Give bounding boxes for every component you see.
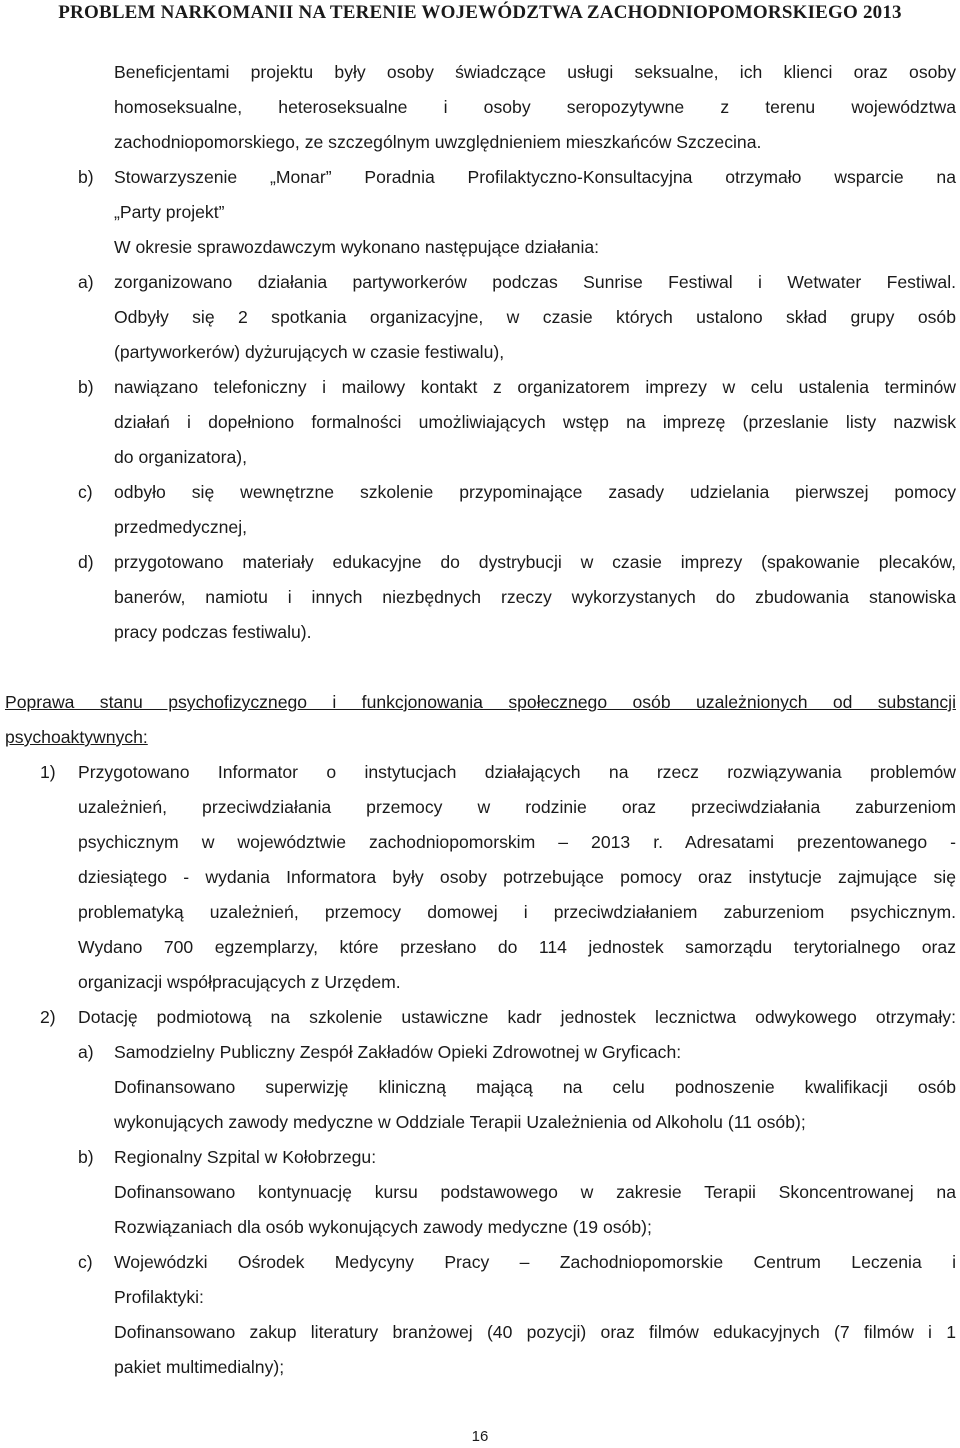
section-heading: psychoaktywnych: <box>5 727 148 747</box>
list-label: b) <box>78 1147 94 1167</box>
text-line: nawiązano telefoniczny i mailowy kontakt z organizatorem imprezy w celu ustalenia terminów <box>114 377 956 397</box>
text-line: dziesiątego - wydania Informatora były osoby potrzebujące pomocy oraz instytucje zajmujące się <box>78 867 956 887</box>
text-line: „Party projekt” <box>114 202 225 222</box>
text-line: problematyką uzależnień, przemocy domowej i przeciwdziałaniem zaburzeniom psychicznym. <box>78 902 956 922</box>
text-line: Dofinansowano zakup literatury branżowej (40 pozycji) oraz filmów edukacyjnych (7 filmów i 1 <box>114 1322 956 1342</box>
text-line: Przygotowano Informator o instytucjach działających na rzecz rozwiązywania problemów <box>78 762 956 782</box>
text-line: zorganizowano działania partyworkerów podczas Sunrise Festiwal i Wetwater Festiwal. <box>114 272 956 292</box>
text-line: Beneficjentami projektu były osoby świadczące usługi seksualne, ich klienci oraz osoby <box>114 62 956 82</box>
text-line: Dofinansowano kontynuację kursu podstawowego w zakresie Terapii Skoncentrowanej na <box>114 1182 956 1202</box>
text-line: Dotację podmiotową na szkolenie ustawiczne kadr jednostek lecznictwa odwykowego otrzymały: <box>78 1007 956 1027</box>
list-label: a) <box>78 272 94 292</box>
text-line: pakiet multimedialny); <box>114 1357 285 1377</box>
text-line: banerów, namiotu i innych niezbędnych rzeczy wykorzystanych do zbudowania stanowiska <box>114 587 956 607</box>
list-label: b) <box>78 377 94 397</box>
text-line: Profilaktyki: <box>114 1287 204 1307</box>
text-line: Wojewódzki Ośrodek Medycyny Pracy – Zachodniopomorskie Centrum Leczenia i <box>114 1252 956 1272</box>
text-line: odbyło się wewnętrzne szkolenie przypominające zasady udzielania pierwszej pomocy <box>114 482 956 502</box>
text-line: Rozwiązaniach dla osób wykonujących zawody medyczne (19 osób); <box>114 1217 652 1237</box>
text-line: Stowarzyszenie „Monar” Poradnia Profilaktyczno-Konsultacyjna otrzymało wsparcie na <box>114 167 956 187</box>
section-heading: Poprawa stanu psychofizycznego i funkcjonowania społecznego osób uzależnionych od substancji <box>5 692 956 712</box>
text-line: (partyworkerów) dyżurujących w czasie festiwalu), <box>114 342 505 362</box>
list-label: a) <box>78 1042 94 1062</box>
text-line: Regionalny Szpital w Kołobrzegu: <box>114 1147 377 1167</box>
page-number: 16 <box>471 1428 489 1445</box>
text-line: Wydano 700 egzemplarzy, które przesłano do 114 jednostek samorządu terytorialnego oraz <box>78 937 956 957</box>
text-line: pracy podczas festiwalu). <box>114 622 312 642</box>
text-line: działań i dopełniono formalności umożliwiających wstęp na imprezę (przeslanie listy nazwisk <box>114 412 956 432</box>
text-line: homoseksualne, heteroseksualne i osoby seropozytywne z terenu województwa <box>114 97 956 117</box>
text-line: psychicznym w województwie zachodniopomorskim – 2013 r. Adresatami prezentowanego - <box>78 832 956 852</box>
list-label: c) <box>78 482 93 502</box>
text-line: do organizatora), <box>114 447 248 467</box>
page-header: PROBLEM NARKOMANII NA TERENIE WOJEWÓDZTWA ZACHODNIOPOMORSKIEGO 2013 <box>58 2 902 23</box>
text-line: Dofinansowano superwizję kliniczną mającą na celu podnoszenie kwalifikacji osób <box>114 1077 956 1097</box>
text-line: Odbyły się 2 spotkania organizacyjne, w czasie których ustalono skład grupy osób <box>114 307 956 327</box>
list-label: d) <box>78 552 94 572</box>
list-label: 1) <box>40 762 56 782</box>
text-line: przygotowano materiały edukacyjne do dystrybucji w czasie imprezy (spakowanie plecaków, <box>114 552 956 572</box>
text-line: organizacji współpracujących z Urzędem. <box>78 972 401 992</box>
text-line: przedmedycznej, <box>114 517 247 537</box>
text-line: Samodzielny Publiczny Zespół Zakładów Opieki Zdrowotnej w Gryficach: <box>114 1042 682 1062</box>
list-label: b) <box>78 167 94 187</box>
list-label: c) <box>78 1252 93 1272</box>
text-line: W okresie sprawozdawczym wykonano następujące działania: <box>114 237 600 257</box>
text-line: uzależnień, przeciwdziałania przemocy w rodzinie oraz przeciwdziałania zaburzeniom <box>78 797 956 817</box>
text-line: zachodniopomorskiego, ze szczególnym uwzględnieniem mieszkańców Szczecina. <box>114 132 762 152</box>
list-label: 2) <box>40 1007 56 1027</box>
text-line: wykonujących zawody medyczne w Oddziale Terapii Uzależnienia od Alkoholu (11 osób); <box>114 1112 806 1132</box>
